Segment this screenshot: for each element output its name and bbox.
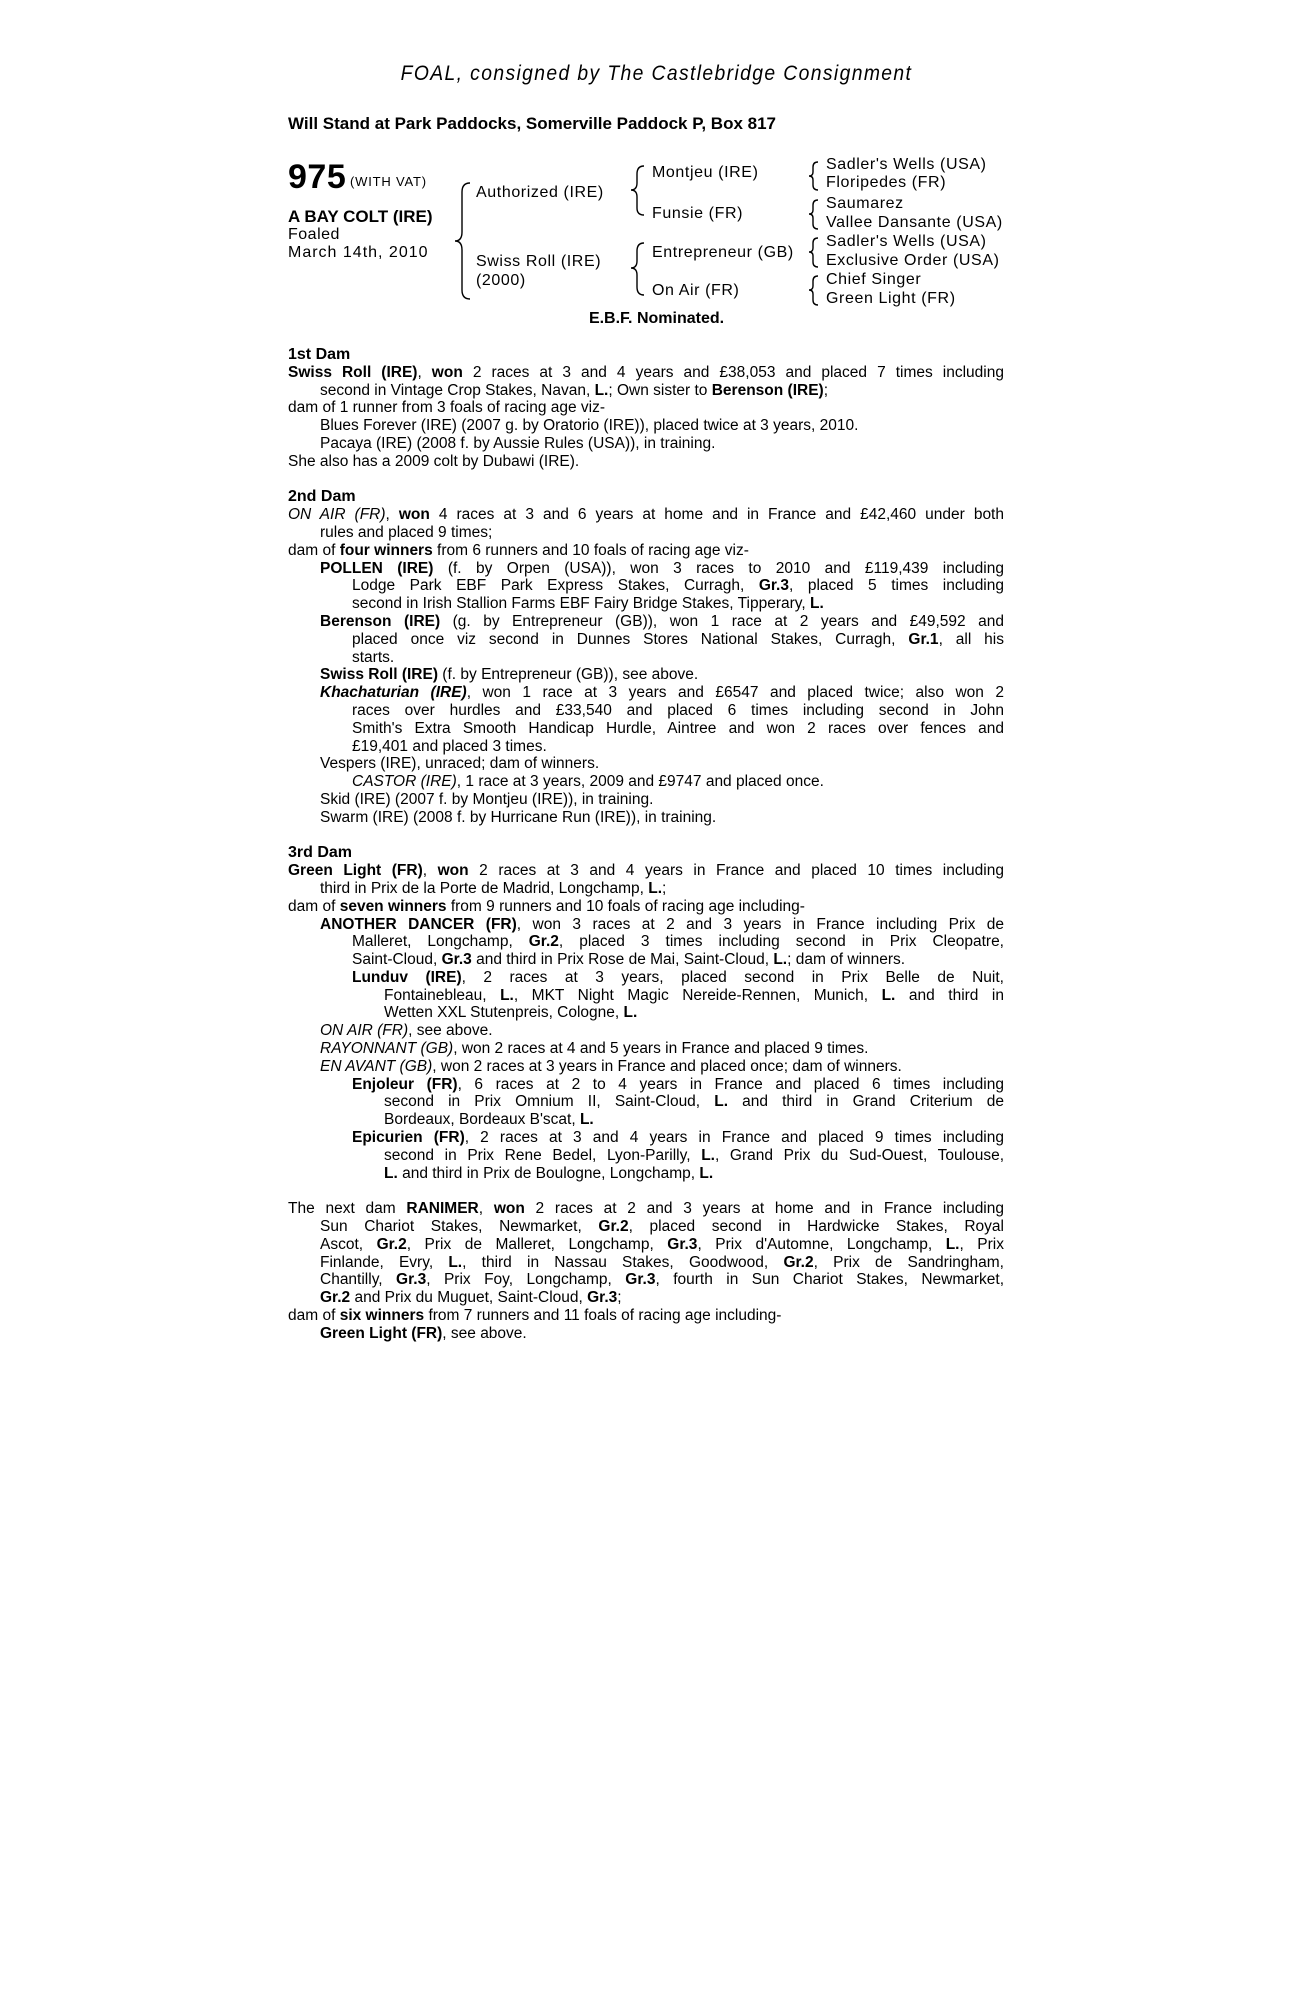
ancestor-8: Green Light (FR) xyxy=(826,290,956,307)
consignment-line: FOAL, consigned by The Castlebridge Consignment xyxy=(400,62,913,85)
sire-sire: Montjeu (IRE) xyxy=(652,164,759,181)
produce-entry: Saint-Cloud, Gr.3 and third in Prix Rose de Mai, Saint-Cloud, L.; dam of winners. xyxy=(352,951,906,969)
second-dam-line: rules and placed 9 times; xyxy=(320,523,493,541)
produce-entry: Smith's Extra Smooth Handicap Hurdle, Aintree and won 2 races over fences and xyxy=(352,719,1004,737)
second-dam-line: ON AIR (FR), won 4 races at 3 and 6 years at home and in France and £42,460 under both xyxy=(288,506,1004,524)
foaled-date: March 14th, 2010 xyxy=(288,244,429,261)
produce-entry: placed once viz second in Dunnes Stores National Stakes, Curragh, Gr.1, all his xyxy=(352,630,1004,648)
produce-entry: ANOTHER DANCER (FR), won 3 races at 2 and 3 years in France including Prix de xyxy=(320,915,1004,933)
produce-entry: Wetten XXL Stutenpreis, Cologne, L. xyxy=(384,1004,638,1022)
produce-entry: Blues Forever (IRE) (2007 g. by Oratorio (IRE)), placed twice at 3 years, 2010. xyxy=(320,417,859,435)
produce-entry: Khachaturian (IRE), won 1 race at 3 years and £6547 and placed twice; also won 2 xyxy=(320,684,1004,702)
next-dam-line: Gr.2 and Prix du Muguet, Saint-Cloud, Gr.3; xyxy=(320,1289,622,1307)
produce-entry: Fontainebleau, L., MKT Night Magic Nereide-Rennen, Munich, L. and third in xyxy=(384,986,1004,1004)
next-dam-line: Finlande, Evry, L., third in Nassau Stakes, Goodwood, Gr.2, Prix de Sandringham, xyxy=(320,1253,1004,1271)
first-dam-line: Swiss Roll (IRE), won 2 races at 3 and 4 years and £38,053 and placed 7 times including xyxy=(288,363,1004,381)
produce-entry: Berenson (IRE) (g. by Entrepreneur (GB)), won 1 race at 2 years and £49,592 and xyxy=(320,612,1004,630)
next-dam-line: Chantilly, Gr.3, Prix Foy, Longchamp, Gr.3, fourth in Sun Chariot Stakes, Newmarket, xyxy=(320,1271,1004,1289)
second-dam-heading: 2nd Dam xyxy=(288,488,356,506)
third-dam-line: third in Prix de la Porte de Madrid, Longchamp, L.; xyxy=(320,879,667,897)
produce-entry: second in Irish Stallion Farms EBF Fairy Bridge Stakes, Tipperary, L. xyxy=(352,595,824,613)
produce-entry: Bordeaux, Bordeaux B'scat, L. xyxy=(384,1111,594,1129)
next-dam-line: dam of six winners from 7 runners and 11 foals of racing age including- xyxy=(288,1307,782,1325)
produce-entry: second in Prix Omnium II, Saint-Cloud, L. and third in Grand Criterium de xyxy=(384,1093,1004,1111)
ancestor-1: Sadler's Wells (USA) xyxy=(826,156,987,173)
dam-dam: On Air (FR) xyxy=(652,282,740,299)
sire: Authorized (IRE) xyxy=(476,184,604,201)
dam-sire: Entrepreneur (GB) xyxy=(652,244,794,261)
produce-entry: ON AIR (FR), see above. xyxy=(320,1022,493,1040)
ancestor-7: Chief Singer xyxy=(826,271,922,288)
produce-entry: Enjoleur (FR), 6 races at 2 to 4 years in France and placed 6 times including xyxy=(352,1075,1004,1093)
produce-record xyxy=(288,346,1004,1343)
ancestor-2: Floripedes (FR) xyxy=(826,174,947,191)
vat-note: (WITH VAT) xyxy=(350,174,427,189)
produce-entry: RAYONNANT (GB), won 2 races at 4 and 5 years in France and placed 9 times. xyxy=(320,1040,869,1058)
produce-entry: CASTOR (IRE), 1 race at 3 years, 2009 and £9747 and placed once. xyxy=(352,773,824,791)
ebf-nominated: E.B.F. Nominated. xyxy=(588,310,725,327)
produce-entry: starts. xyxy=(352,648,395,666)
lot-description: A BAY COLT (IRE) xyxy=(288,207,433,226)
stand-location: Will Stand at Park Paddocks, Somerville Paddock P, Box 817 xyxy=(288,114,777,133)
third-dam-line: Green Light (FR), won 2 races at 3 and 4 years in France and placed 10 times including xyxy=(288,862,1004,880)
ancestor-5: Sadler's Wells (USA) xyxy=(826,233,987,250)
third-dam-heading: 3rd Dam xyxy=(288,844,353,862)
produce-entry: She also has a 2009 colt by Dubawi (IRE). xyxy=(288,452,580,470)
produce-entry: Green Light (FR), see above. xyxy=(320,1324,527,1342)
ancestor-4: Vallee Dansante (USA) xyxy=(826,214,1003,231)
produce-entry: Lunduv (IRE), 2 races at 3 years, placed second in Prix Belle de Nuit, xyxy=(352,968,1004,986)
dam-year: (2000) xyxy=(476,272,526,289)
produce-entry: Epicurien (FR), 2 races at 3 and 4 years in France and placed 9 times including xyxy=(352,1129,1004,1147)
second-dam-line: dam of four winners from 6 runners and 10 foals of racing age viz- xyxy=(288,541,749,559)
first-dam-heading: 1st Dam xyxy=(288,346,351,363)
third-dam-line: dam of seven winners from 9 runners and 10 foals of racing age including- xyxy=(288,897,805,915)
produce-entry: Lodge Park EBF Park Express Stakes, Curragh, Gr.3, placed 5 times including xyxy=(352,577,1004,595)
sire-dam: Funsie (FR) xyxy=(652,205,744,222)
next-dam-line: Ascot, Gr.2, Prix de Malleret, Longchamp, Gr.3, Prix d'Automne, Longchamp, L., Prix xyxy=(320,1235,1004,1253)
produce-entry: Pacaya (IRE) (2008 f. by Aussie Rules (USA)), in training. xyxy=(320,434,716,452)
produce-entry: Swiss Roll (IRE) (f. by Entrepreneur (GB)), see above. xyxy=(320,666,699,684)
produce-entry: Vespers (IRE), unraced; dam of winners. xyxy=(320,755,600,773)
produce-entry: POLLEN (IRE) (f. by Orpen (USA)), won 3 races to 2010 and £119,439 including xyxy=(320,559,1004,577)
produce-entry: EN AVANT (GB), won 2 races at 3 years in France and placed once; dam of winners. xyxy=(320,1057,902,1075)
first-dam-line: second in Vintage Crop Stakes, Navan, L.; Own sister to Berenson (IRE); xyxy=(320,381,829,399)
produce-entry: Malleret, Longchamp, Gr.2, placed 3 times including second in Prix Cleopatre, xyxy=(352,933,1004,951)
lot-number: 975 xyxy=(288,158,347,196)
first-dam-line: dam of 1 runner from 3 foals of racing age viz- xyxy=(288,399,606,417)
produce-entry: Skid (IRE) (2007 f. by Montjeu (IRE)), in training. xyxy=(320,790,654,808)
ancestor-6: Exclusive Order (USA) xyxy=(826,252,1000,269)
next-dam-line: Sun Chariot Stakes, Newmarket, Gr.2, placed second in Hardwicke Stakes, Royal xyxy=(320,1218,1004,1236)
produce-entry: L. and third in Prix de Boulogne, Longchamp, L. xyxy=(384,1164,714,1182)
produce-entry: races over hurdles and £33,540 and placed 6 times including second in John xyxy=(352,701,1004,719)
foaled-label: Foaled xyxy=(288,226,340,243)
produce-entry: Swarm (IRE) (2008 f. by Hurricane Run (IRE)), in training. xyxy=(320,808,717,826)
produce-entry: second in Prix Rene Bedel, Lyon-Parilly, L., Grand Prix du Sud-Ouest, Toulouse, xyxy=(384,1146,1004,1164)
dam: Swiss Roll (IRE) xyxy=(476,253,602,270)
next-dam-line: The next dam RANIMER, won 2 races at 2 and 3 years at home and in France including xyxy=(288,1200,1004,1218)
produce-entry: £19,401 and placed 3 times. xyxy=(352,737,547,755)
ancestor-3: Saumarez xyxy=(826,195,904,212)
